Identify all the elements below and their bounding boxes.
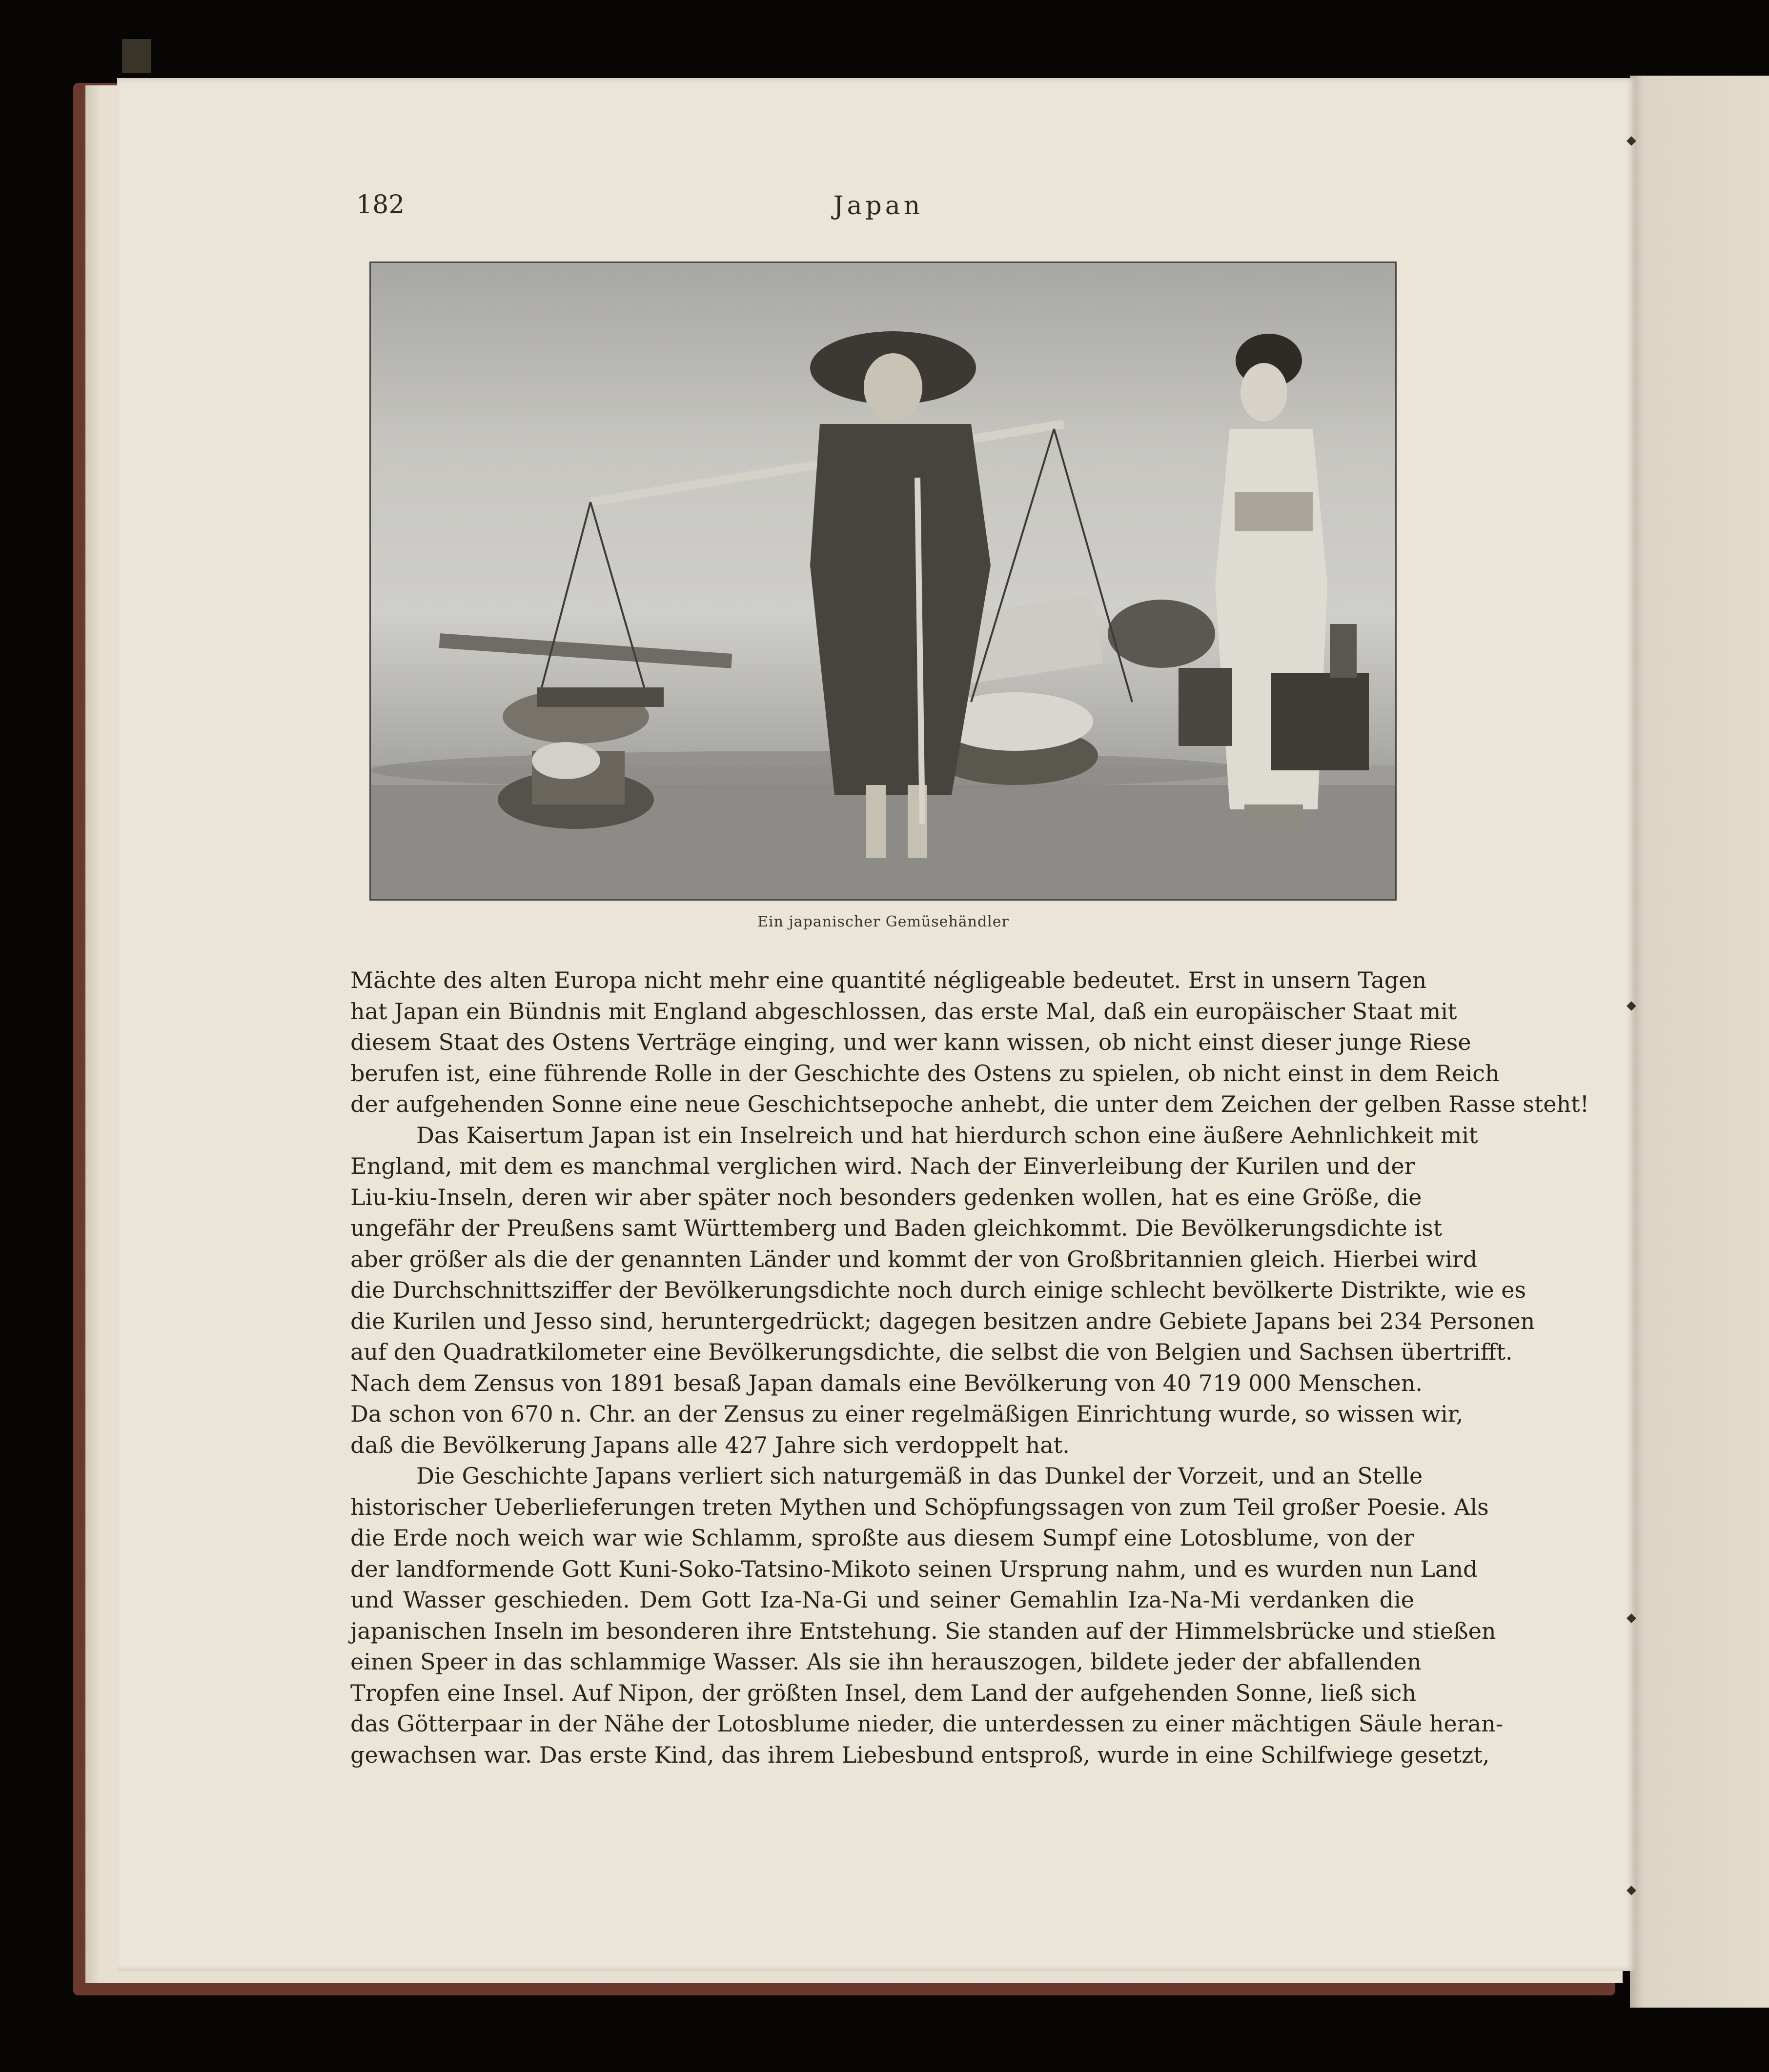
text-line: hat Japan ein Bündnis mit England abgeschlossen, das erste Mal, daß ein europäischer Staat mit: [350, 998, 1457, 1025]
text-line: Tropfen eine Insel. Auf Nipon, der größten Insel, dem Land der aufgehenden Sonne, ließ sich: [350, 1679, 1417, 1706]
text-line: auf den Quadratkilometer eine Bevölkerungsdichte, die selbst die von Belgien und Sachsen übertrifft.: [350, 1339, 1513, 1365]
text-line: japanischen Inseln im besonderen ihre Entstehung. Sie standen auf der Himmelsbrücke und stießen: [350, 1617, 1496, 1644]
text-line: der landformende Gott Kuni-Soko-Tatsino-Mikoto seinen Ursprung nahm, und es wurden nun Land: [350, 1555, 1478, 1582]
text-line: das Götterpaar in der Nähe der Lotosblume nieder, die unterdessen zu einer mächtigen Säule heran-: [350, 1710, 1504, 1737]
text-line: die Durchschnittsziffer der Bevölkerungsdichte noch durch einige schlecht bevölkerte Distrikte, wie es: [350, 1277, 1526, 1303]
running-title: Japan: [833, 191, 924, 221]
text-line: aber größer als die der genannten Länder und kommt der von Großbritannien gleich. Hierbei wird: [350, 1246, 1478, 1272]
text-line: Die Geschichte Japans verliert sich naturgemäß in das Dunkel der Vorzeit, und an Stelle: [416, 1463, 1423, 1489]
body-text: [350, 965, 1589, 1770]
photograph-vegetable-vendor: [369, 262, 1397, 901]
text-line: ungefähr der Preußens samt Württemberg und Baden gleichkommt. Die Bevölkerungsdichte ist: [350, 1215, 1443, 1241]
text-line: berufen ist, eine führende Rolle in der Geschichte des Ostens zu spielen, ob nicht einst in dem Reich: [350, 1060, 1500, 1086]
text-line: einen Speer in das schlammige Wasser. Als sie ihn herauszogen, bildete jeder der abfallenden: [350, 1649, 1422, 1675]
text-line: Das Kaisertum Japan ist ein Inselreich und hat hierdurch schon eine äußere Aehnlichkeit mit: [416, 1122, 1478, 1148]
text-line: Nach dem Zensus von 1891 besaß Japan damals eine Bevölkerung von 40 719 000 Menschen.: [350, 1369, 1423, 1396]
text-line: diesem Staat des Ostens Verträge einging, und wer kann wissen, ob nicht einst dieser junge Riese: [350, 1029, 1471, 1055]
photo-illustration: [371, 263, 1397, 901]
figure-caption: Ein japanischer Gemüsehändler: [757, 913, 1009, 930]
text-line: der aufgehenden Sonne eine neue Geschichtsepoche anhebt, die unter dem Zeichen der gelben Rasse steht!: [350, 1091, 1589, 1117]
text-line: gewachsen war. Das erste Kind, das ihrem Liebesbund entsproß, wurde in eine Schilfwiege gesetzt,: [350, 1741, 1490, 1768]
text-line: historischer Ueberlieferungen treten Mythen und Schöpfungssagen von zum Teil großer Poesie. Als: [350, 1493, 1489, 1520]
text-line: Liu-kiu-Inseln, deren wir aber später noch besonders gedenken wollen, hat es eine Größe, die: [350, 1184, 1422, 1210]
text-line: Mächte des alten Europa nicht mehr eine quantité négligeable bedeutet. Erst in unsern Tagen: [350, 967, 1427, 993]
page-number: 182: [356, 190, 405, 220]
text-line: daß die Bevölkerung Japans alle 427 Jahre sich verdoppelt hat.: [350, 1431, 1070, 1458]
text-line: England, mit dem es manchmal verglichen wird. Nach der Einverleibung der Kurilen und der: [350, 1153, 1415, 1179]
facing-page-edge: [1630, 76, 1769, 2008]
text-line: und Wasser geschieden. Dem Gott Iza-Na-Gi und seiner Gemahlin Iza-Na-Mi verdanken die: [350, 1587, 1414, 1613]
text-line: die Erde noch weich war wie Schlamm, sproßte aus diesem Sumpf eine Lotosblume, von der: [350, 1525, 1414, 1551]
text-line: Da schon von 670 n. Chr. an der Zensus zu einer regelmäßigen Einrichtung wurde, so wissen wir,: [350, 1401, 1464, 1427]
text-line: die Kurilen und Jesso sind, heruntergedrückt; dagegen besitzen andre Gebiete Japans bei 234 Personen: [350, 1308, 1535, 1334]
binding-tear: [122, 39, 151, 73]
